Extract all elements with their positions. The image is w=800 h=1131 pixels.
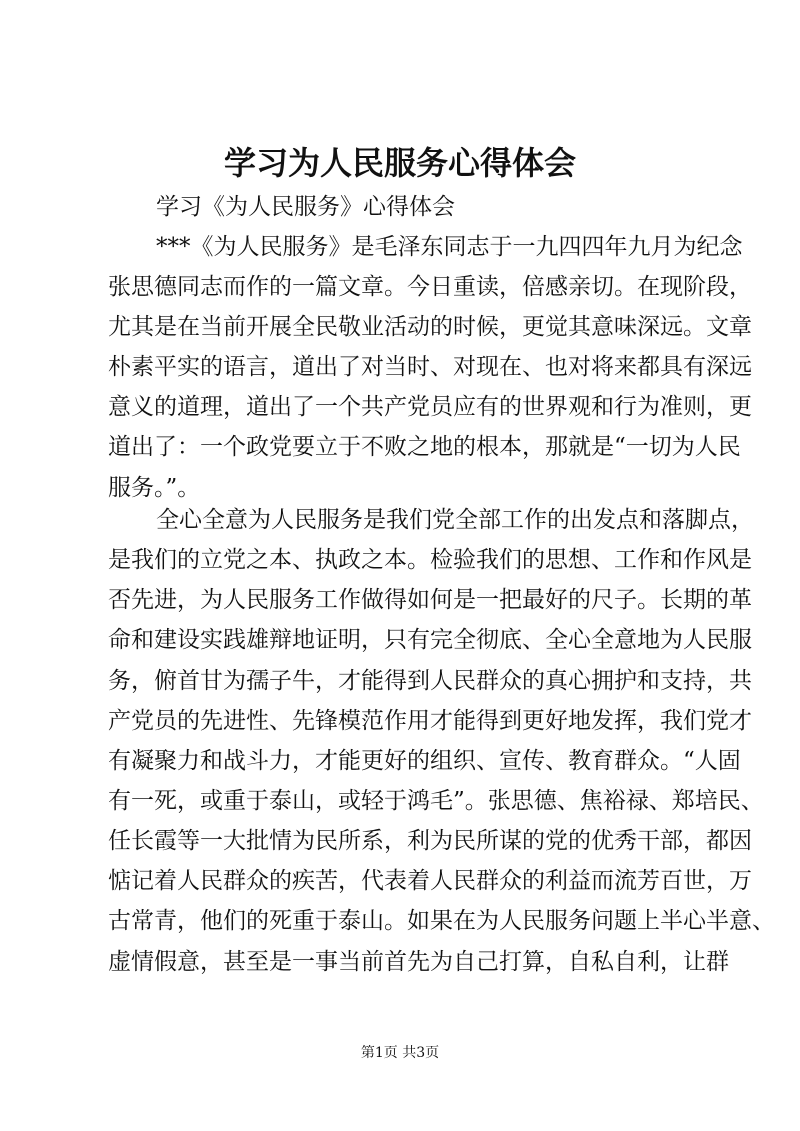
- text-line: 全心全意为人民服务是我们党全部工作的出发点和落脚点，: [156, 507, 754, 533]
- document-title: 学习为人民服务心得体会: [223, 144, 576, 182]
- text-line: 否先进，为人民服务工作做得如何是一把最好的尺子。长期的革: [108, 587, 752, 613]
- text-line: 有凝聚力和战斗力，才能更好的组织、宣传、教育群众。“人固: [108, 748, 741, 774]
- text-line: 张思德同志而作的一篇文章。今日重读，倍感亲切。在现阶段，: [108, 274, 752, 300]
- text-line: 尤其是在当前开展全民敬业活动的时候，更觉其意味深远。文章: [108, 314, 752, 340]
- text-line: 有一死，或重于泰山，或轻于鸿毛”。张思德、焦裕禄、郑培民、: [108, 788, 764, 814]
- text-line: 朴素平实的语言，道出了对当时、对现在、也对将来都具有深远: [108, 354, 752, 380]
- text-line: 古常青，他们的死重于泰山。如果在为人民服务问题上半心半意、: [108, 908, 775, 934]
- text-line: 产党员的先进性、先锋模范作用才能得到更好地发挥，我们党才: [108, 708, 752, 734]
- text-line: 务，俯首甘为孺子牛，才能得到人民群众的真心拥护和支持，共: [108, 668, 752, 694]
- page-number-footer: 第1页 共3页: [360, 1045, 440, 1061]
- text-line: 惦记着人民群众的疾苦，代表着人民群众的利益而流芳百世，万: [108, 868, 752, 894]
- text-line: 命和建设实践雄辩地证明，只有完全彻底、全心全意地为人民服: [108, 627, 752, 653]
- text-line: 任长霞等一大批情为民所系，利为民所谋的党的优秀干部，都因: [108, 828, 752, 854]
- text-line: 意义的道理，道出了一个共产党员应有的世界观和行为准则，更: [108, 394, 752, 420]
- text-line: 服务。”。: [108, 475, 201, 501]
- text-line: ***《为人民服务》是毛泽东同志于一九四四年九月为纪念: [156, 234, 743, 260]
- text-line: 道出了：一个政党要立于不败之地的根本，那就是“一切为人民: [108, 434, 741, 460]
- text-line: 是我们的立党之本、执政之本。检验我们的思想、工作和作风是: [108, 547, 752, 573]
- document-subtitle: 学习《为人民服务》心得体会: [156, 194, 455, 220]
- text-line: 虚情假意，甚至是一事当前首先为自己打算，自私自利，让群: [108, 949, 729, 975]
